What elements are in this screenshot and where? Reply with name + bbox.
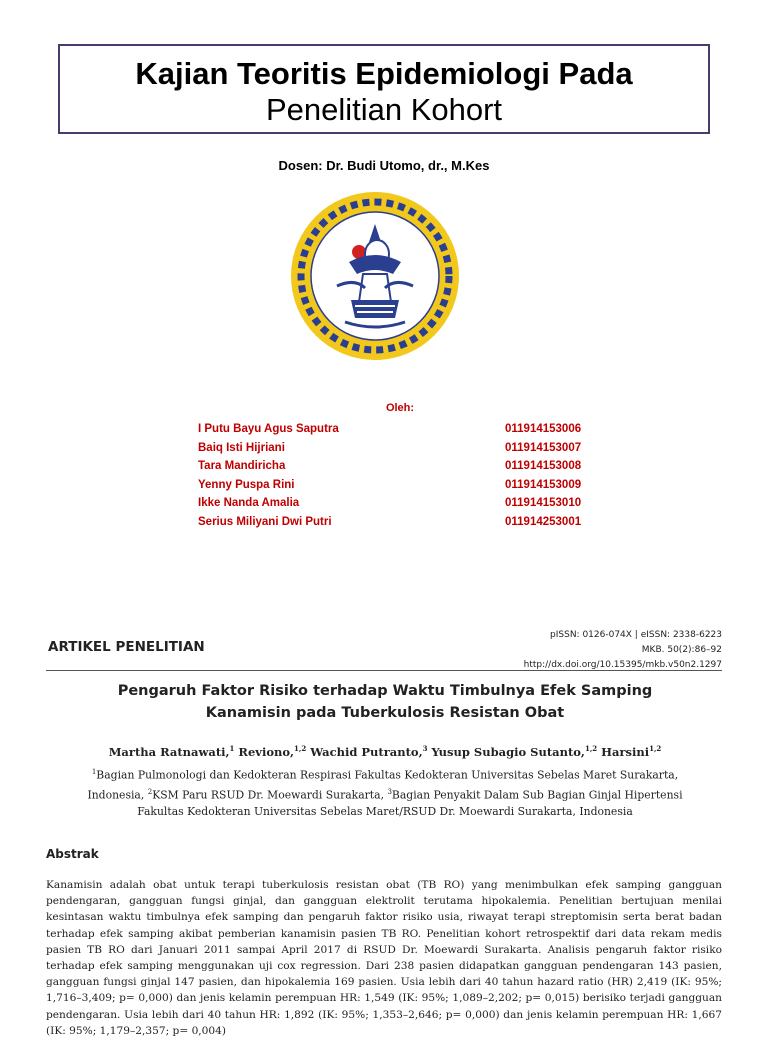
issn-line: pISSN: 0126-074X | eISSN: 2338-6223 xyxy=(550,630,722,640)
author-sup: 1,2 xyxy=(584,744,598,753)
affiliation-text: Bagian Penyakit Dalam Sub Bagian Ginjal Hipertensi xyxy=(391,788,683,802)
member-nim: 011914153007 xyxy=(505,441,582,454)
member-row xyxy=(198,513,618,532)
paper-title-line1: Pengaruh Faktor Risiko terhadap Waktu Timbulnya Efek Samping xyxy=(117,683,653,699)
author-sup: 1 xyxy=(229,744,235,753)
member-name: Serius Miliyani Dwi Putri xyxy=(198,515,332,528)
member-name: I Putu Bayu Agus Saputra xyxy=(198,423,339,436)
member-nim: 011914253001 xyxy=(505,515,582,528)
author-sup: 1,2 xyxy=(649,744,662,753)
member-row xyxy=(198,494,618,513)
member-name: Baiq Isti Hijriani xyxy=(198,441,285,454)
member-nim: 011914153009 xyxy=(505,478,582,491)
author-name: Wachid Putranto, xyxy=(310,744,423,759)
member-row xyxy=(198,420,618,439)
journal-meta xyxy=(524,628,722,673)
member-name: Ikke Nanda Amalia xyxy=(198,497,300,510)
member-nim: 011914153006 xyxy=(505,423,582,436)
oleh-label: Oleh: xyxy=(385,402,415,414)
author-name: Martha Ratnawati, xyxy=(108,744,230,759)
affiliation-text: Indonesia, xyxy=(87,788,148,802)
cover-title-line1: Kajian Teoritis Epidemiologi Pada xyxy=(135,56,633,91)
author-name: Reviono, xyxy=(238,744,295,759)
affiliation-text: Fakultas Kedokteran Universitas Sebelas Maret/RSUD Dr. Moewardi Surakarta, Indonesia xyxy=(137,805,633,819)
member-list xyxy=(198,420,618,531)
cover-title-line2: Penelitian Kohort xyxy=(265,92,503,127)
author-name: Harsini xyxy=(601,744,650,759)
author-name: Yusup Subagio Sutanto, xyxy=(431,744,585,759)
paper-title xyxy=(40,680,730,724)
affiliation-text: Bagian Pulmonologi dan Kedokteran Respirasi Fakultas Kedokteran Universitas Sebelas Maret Surakarta, xyxy=(96,768,679,782)
affiliation-text: KSM Paru RSUD Dr. Moewardi Surakarta, xyxy=(152,788,388,802)
member-nim: 011914153008 xyxy=(505,460,582,473)
member-row xyxy=(198,439,618,458)
section-label: ARTIKEL PENELITIAN xyxy=(48,639,205,655)
affiliations xyxy=(40,764,730,820)
member-row xyxy=(198,457,618,476)
university-logo-icon xyxy=(289,190,461,362)
member-name: Yenny Puspa Rini xyxy=(198,478,295,491)
author-sup: 1,2 xyxy=(294,744,307,753)
journal-ref-line: MKB. 50(2):86–92 xyxy=(641,645,722,655)
author-list xyxy=(40,744,730,759)
abstract-heading: Abstrak xyxy=(46,847,99,861)
member-row xyxy=(198,476,618,495)
doi-link[interactable]: http://dx.doi.org/10.15395/mkb.v50n2.1297 xyxy=(523,660,722,670)
divider xyxy=(46,670,722,671)
author-sup: 3 xyxy=(422,744,428,753)
affil-sup: 3 xyxy=(387,787,392,796)
abstract-body: Kanamisin adalah obat untuk terapi tuberkulosis resistan obat (TB RO) yang menimbulkan efek samping gangguan pendengaran, gangguan fungsi ginjal, dan gangguan elektrolit terutama hipokalemia. Penelitian bertujuan menilai kesintasan waktu timbulnya efek samping dan pengaruh faktor risiko usia, riwayat terapi streptomisin serta berat badan terhadap efek samping akibat pemberian kanamisin pasien TB RO. Penelitian kohort retrospektif dari data rekam medis pasien TB RO dari Januari 2011 sampai April 2017 di RSUD Dr. Moewardi Surakarta. Analisis pengaruh faktor risiko terhadap efek samping menggunakan uji cox regression. Dari 238 pasien didapatkan gangguan pendengaran 143 pasien, gangguan fungsi ginjal 147 pasien, dan hipokalemia 169 pasien. Usia lebih dari 40 tahun hazard ratio (HR) 2,419 (IK: 95%; 1,716–3,409; p= 0,000) dan jenis kelamin perempuan HR: 1,549 (IK: 95%; 1,089–2,202; p= 0,015) berisiko terjadi gangguan pendengaran. Usia lebih dari 40 tahun HR: 1,892 (IK: 95%; 1,353–2,646; p= 0,000) dan jenis kelamin perempuan HR: 1,667 (IK: 95%; 1,179–2,357; p= 0,004) xyxy=(46,879,722,1037)
paper-title-line2: Kanamisin pada Tuberkulosis Resistan Obat xyxy=(205,705,565,721)
affil-sup: 2 xyxy=(147,787,153,796)
title-frame xyxy=(58,44,710,134)
lecturer-line: Dosen: Dr. Budi Utomo, dr., M.Kes xyxy=(278,158,490,173)
affil-sup: 1 xyxy=(91,768,97,776)
member-name: Tara Mandiricha xyxy=(198,460,286,473)
member-nim: 011914153010 xyxy=(505,497,582,510)
